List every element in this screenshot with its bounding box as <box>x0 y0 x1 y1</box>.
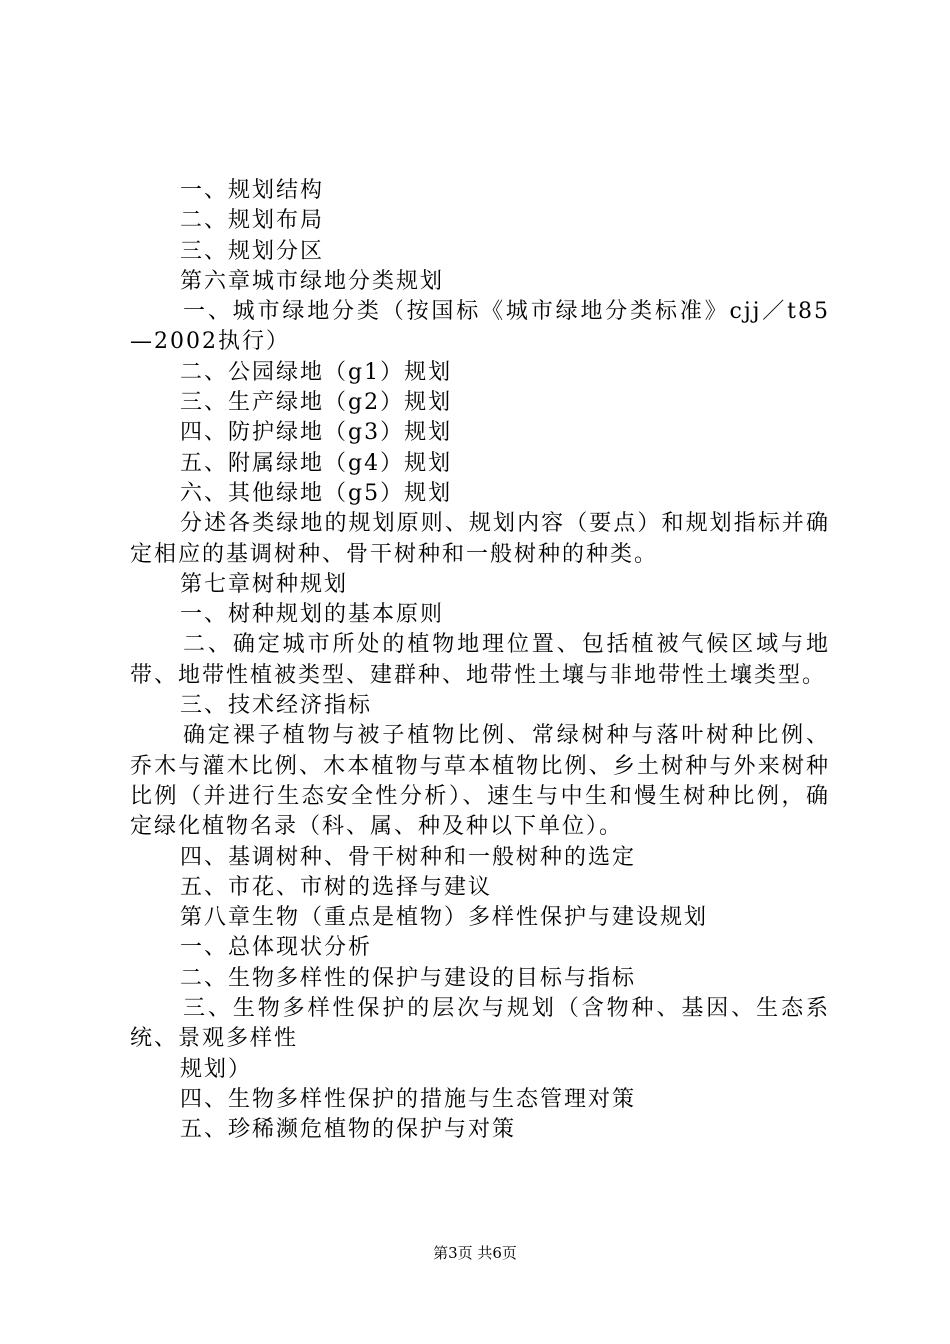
section-heading: 一、总体现状分析 <box>180 935 373 961</box>
page-footer: 第3页 共6页 <box>433 1244 517 1262</box>
chapter-heading: 第八章生物（重点是植物）多样性保护与建设规划 <box>180 905 709 931</box>
section-heading-continuation: 规划） <box>180 1056 253 1082</box>
section-heading: 五、珍稀濒危植物的保护与对策 <box>180 1117 517 1143</box>
chapter-heading: 第六章城市绿地分类规划 <box>180 268 445 294</box>
section-heading: 六、其他绿地（g5）规划 <box>180 480 453 506</box>
section-heading: 二、生物多样性的保护与建设的目标与指标 <box>180 965 637 991</box>
section-heading: 一、城市绿地分类（按国标《城市绿地分类标准》cjj／t85—2002执行） <box>130 299 830 355</box>
body-paragraph: 分述各类绿地的规划原则、规划内容（要点）和规划指标并确定相应的基调树种、骨干树种和一般树种的种类。 <box>130 511 830 567</box>
section-heading: 三、规划分区 <box>180 238 325 264</box>
section-heading: 二、公园绿地（g1）规划 <box>180 359 453 385</box>
section-heading: 四、防护绿地（g3）规划 <box>180 420 453 446</box>
section-heading: 四、生物多样性保护的措施与生态管理对策 <box>180 1086 637 1112</box>
section-heading: 一、规划结构 <box>180 178 325 203</box>
section-heading: 三、技术经济指标 <box>180 693 373 719</box>
body-paragraph: 确定裸子植物与被子植物比例、常绿树种与落叶树种比例、乔木与灌木比例、木本植物与草本植物比例、乡土树种与外来树种比例（并进行生态安全性分析）、速生与中生和慢生树种比例，确定绿化植物名录（科、属、种及种以下单位）。 <box>130 723 830 840</box>
section-heading: 二、规划布局 <box>180 208 325 234</box>
section-heading: 四、基调树种、骨干树种和一般树种的选定 <box>180 844 637 870</box>
chapter-heading: 第七章树种规划 <box>180 571 349 597</box>
section-heading: 三、生产绿地（g2）规划 <box>180 390 453 416</box>
section-heading: 一、树种规划的基本原则 <box>180 602 445 628</box>
section-heading: 五、市花、市树的选择与建议 <box>180 874 493 900</box>
section-heading: 二、确定城市所处的植物地理位置、包括植被气候区域与地带、地带性植被类型、建群种、地带性土壤与非地带性土壤类型。 <box>130 632 830 688</box>
section-heading: 三、生物多样性保护的层次与规划（含物种、基因、生态系统、景观多样性 <box>130 996 830 1052</box>
section-heading: 五、附属绿地（g4）规划 <box>180 450 453 476</box>
document-body <box>130 176 830 1146</box>
